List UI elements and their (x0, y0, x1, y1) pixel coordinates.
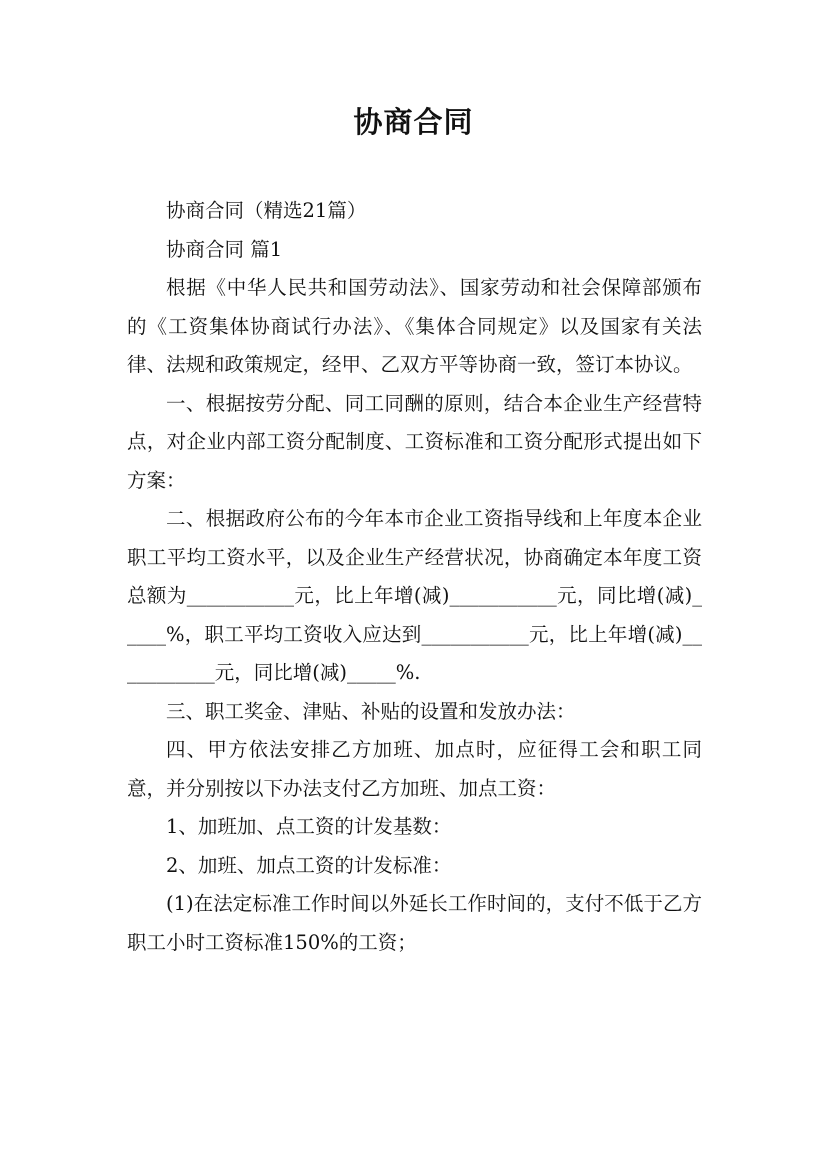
document-title: 协商合同 (353, 105, 474, 139)
section-heading: 协商合同 篇1 (166, 237, 283, 261)
document-subtitle: 协商合同（精选21篇） (166, 199, 367, 222)
paragraph-clause-2: 二、根据政府公布的今年本市企业工资指导线和上年度本企业职工平均工资水平，以及企业生产经营状况，协商确定本年度工资总额为___________元，比上年增(减)___________元，同比增(减)_____%，职工平均工资收入应达到___________元，比上年增(减)___________元，同比增(减)_____%. (127, 507, 702, 684)
paragraph-clause-4: 四、甲方依法安排乙方加班、加点时，应征得工会和职工同意，并分别按以下办法支付乙方加班、加点工资： (127, 738, 702, 800)
document-body (127, 192, 702, 962)
paragraph-clause-3: 三、职工奖金、津贴、补贴的设置和发放办法： (166, 699, 576, 723)
paragraph-item-2-1: (1)在法定标准工作时间以外延长工作时间的，支付不低于乙方职工小时工资标准150%的工资； (127, 892, 702, 954)
paragraph-intro: 根据《中华人民共和国劳动法》、国家劳动和社会保障部颁布的《工资集体协商试行办法》、《集体合同规定》以及国家有关法律、法规和政策规定，经甲、乙双方平等协商一致，签订本协议。 (127, 276, 702, 376)
paragraph-clause-1: 一、根据按劳分配、同工同酬的原则，结合本企业生产经营特点，对企业内部工资分配制度、工资标准和工资分配形式提出如下方案： (127, 391, 702, 492)
paragraph-item-1: 1、加班加、点工资的计发基数： (166, 815, 452, 838)
paragraph-item-2: 2、加班、加点工资的计发标准： (166, 853, 452, 877)
